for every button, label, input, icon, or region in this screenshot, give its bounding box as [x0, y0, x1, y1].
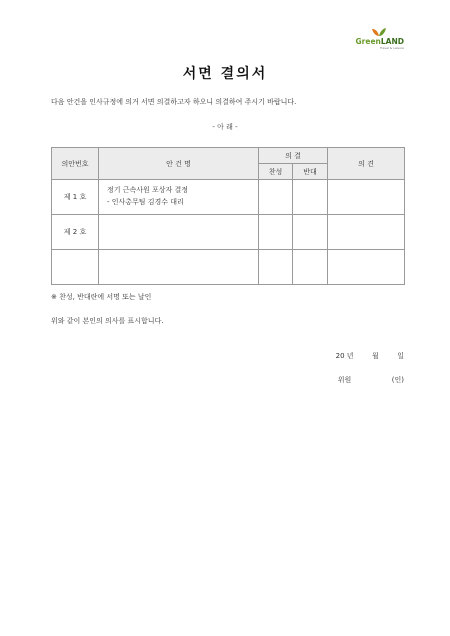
logo-wordmark: GreenLAND: [355, 37, 404, 46]
row-agenda: [99, 215, 259, 250]
signature-note: ※ 찬성, 반대란에 서명 또는 날인: [51, 293, 152, 301]
declaration-text: 위와 같이 본인의 의사를 표시합니다.: [51, 317, 164, 325]
signature-line: [338, 375, 404, 385]
date-day: 일: [397, 352, 404, 360]
agenda-line: - 인사총무팀 김경수 대리: [107, 198, 184, 206]
opinion-cell[interactable]: [328, 250, 405, 285]
header-oppose: 반대: [293, 164, 328, 180]
logo-tagline: Travel & Leisure: [380, 46, 404, 50]
intro-text: 다음 안건을 인사규정에 의거 서면 의결하고자 하오니 의결하여 주시기 바랍니다.: [51, 98, 297, 106]
opinion-cell[interactable]: [328, 180, 405, 215]
agenda-line: 정기 근속사원 포상자 결정: [107, 186, 189, 194]
header-number: 의안번호: [52, 148, 99, 180]
approve-cell[interactable]: [259, 215, 293, 250]
section-subheading: - 아 래 -: [212, 123, 238, 131]
approve-cell[interactable]: [259, 180, 293, 215]
table-row: [52, 215, 405, 250]
header-agenda: 안 건 명: [99, 148, 259, 180]
oppose-cell[interactable]: [293, 180, 328, 215]
signature-label: 위원: [337, 376, 352, 384]
leaf-icon: [372, 28, 386, 37]
date-line: [336, 351, 404, 361]
table-row: [52, 250, 405, 285]
oppose-cell[interactable]: [293, 215, 328, 250]
row-number: 제 2 호: [52, 215, 99, 250]
document-title: 서면 결의서: [182, 66, 268, 82]
approve-cell[interactable]: [259, 250, 293, 285]
row-number: [52, 250, 99, 285]
header-vote: 의 결: [259, 148, 328, 164]
oppose-cell[interactable]: [293, 250, 328, 285]
date-month: 월: [372, 352, 379, 360]
row-number: 제 1 호: [52, 180, 99, 215]
date-year: 20 년: [335, 352, 354, 360]
resolution-table: [51, 147, 405, 285]
header-approve: 찬성: [259, 164, 293, 180]
opinion-cell[interactable]: [328, 215, 405, 250]
table-row: [52, 180, 405, 215]
header-opinion: 의 견: [328, 148, 405, 180]
row-agenda: [99, 250, 259, 285]
row-agenda: [99, 180, 259, 215]
greenland-logo: [344, 28, 404, 50]
seal-mark: (인): [391, 376, 404, 384]
